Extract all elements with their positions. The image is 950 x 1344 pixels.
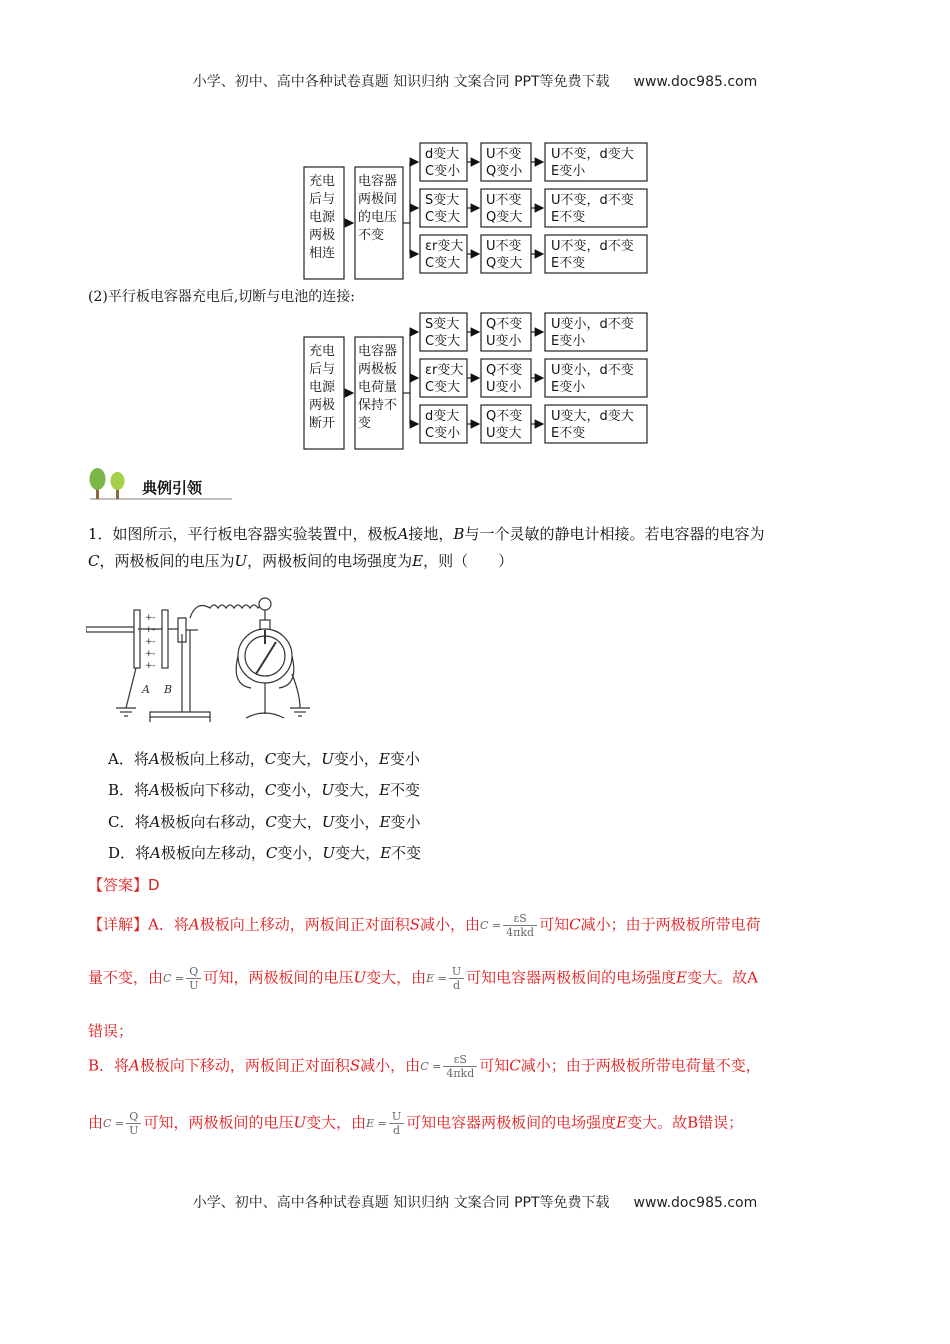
change-text: C变大 <box>425 334 461 349</box>
svg-text:+: + <box>145 649 153 659</box>
result-text: E不变 <box>551 210 586 225</box>
plate-a <box>134 610 140 668</box>
effect-text: Q变小 <box>486 164 523 179</box>
footer-site: www.doc985.com <box>633 1195 758 1211</box>
condition-line: 断开 <box>309 416 336 431</box>
answer <box>88 874 160 895</box>
change-text: C变大 <box>425 210 461 225</box>
plate-b <box>162 610 168 668</box>
explanation-a-line2: 量不变，由C = $\frac{Q}{U}$ 可知，两极板间的电压U变大，由E = $\frac{U}{d}$ 可知电容器两极板间的电场强度E变大。故A <box>88 965 758 992</box>
effect-text: Q变大 <box>486 210 523 225</box>
svg-text:+: + <box>145 661 153 671</box>
effect-text: U不变 <box>486 193 522 208</box>
explanation-a-line1: 【详解】A．将A极板向上移动，两板间正对面积S减小，由C = $\frac{\varepsilon S}{\text{4πkd}}$ 可知C减小；由于两极板所带电荷 <box>88 912 761 939</box>
condition-line: 两极 <box>309 398 336 413</box>
condition-line: 后与 <box>309 362 336 377</box>
svg-text:+: + <box>145 625 153 635</box>
effect-text: Q不变 <box>486 363 523 378</box>
option-d[interactable]: D．将A极板向左移动，C变小，U变大，E不变 <box>108 844 422 862</box>
answer-label: 【答案】 <box>88 876 149 894</box>
condition-line: 后与 <box>309 192 336 207</box>
condition-line: 相连 <box>309 246 336 261</box>
change-text: S变大 <box>425 317 460 332</box>
header-text: 小学、初中、高中各种试卷真题 知识归纳 文案合同 PPT等免费下载 <box>192 74 610 90</box>
footer-text: 小学、初中、高中各种试卷真题 知识归纳 文案合同 PPT等免费下载 <box>192 1195 610 1211</box>
diagram-1 <box>304 143 647 279</box>
condition-line: 充电 <box>309 174 336 189</box>
change-text: d变大 <box>425 409 460 424</box>
effect-text: Q不变 <box>486 409 523 424</box>
svg-text:-: - <box>152 613 156 623</box>
explanation-a-line3: 错误； <box>88 1022 134 1040</box>
change-text: εr变大 <box>425 363 464 378</box>
effect-text: U变小 <box>486 334 522 349</box>
svg-text:-: - <box>152 649 156 659</box>
label-b: B <box>164 683 173 696</box>
effect-text: U不变 <box>486 239 522 254</box>
change-text: S变大 <box>425 193 460 208</box>
result-text: U不变，d不变 <box>551 193 634 208</box>
effect-text: U变小 <box>486 380 522 395</box>
invariant-line: 不变 <box>358 228 385 243</box>
change-text: d变大 <box>425 147 460 162</box>
svg-text:+: + <box>145 637 153 647</box>
condition-line: 电源 <box>309 380 336 395</box>
change-text: C变小 <box>425 164 461 179</box>
result-text: U不变，d不变 <box>551 239 634 254</box>
result-text: E不变 <box>551 426 586 441</box>
invariant-line: 电荷量 <box>358 380 398 395</box>
condition-line: 电源 <box>309 210 336 225</box>
invariant-line: 保持不 <box>358 398 398 413</box>
label-a: A <box>142 683 150 696</box>
change-text: C变小 <box>425 426 461 441</box>
condition-line: 充电 <box>309 344 336 359</box>
invariant-line: 两极板 <box>358 362 398 377</box>
result-text: U变小，d不变 <box>551 317 634 332</box>
explanation-b-line1: B．将A极板向下移动，两板间正对面积S减小，由C = $\frac{\varepsilon S}{\text{4πkd}}$ 可知C减小；由于两极板所带电荷量不变， <box>88 1053 761 1080</box>
section-title: 典例引领 <box>142 479 203 497</box>
result-text: U不变，d变大 <box>551 147 634 162</box>
invariant-line: 两极间 <box>358 192 398 207</box>
result-text: E变小 <box>551 334 586 349</box>
svg-text:-: - <box>152 637 156 647</box>
formula-capacitance: $\frac{\varepsilon S}{\text{4πkd}}$ <box>503 912 537 939</box>
svg-text:-: - <box>152 625 156 635</box>
option-b[interactable]: B．将A极板向下移动，C变小，U变大，E不变 <box>108 781 421 799</box>
invariant-line: 的电压 <box>358 210 398 225</box>
answer-value: D <box>148 876 160 894</box>
svg-text:-: - <box>152 661 156 671</box>
change-text: C变大 <box>425 380 461 395</box>
change-text: C变大 <box>425 256 461 271</box>
question-number: 1． <box>88 525 113 543</box>
result-text: E不变 <box>551 256 586 271</box>
effect-text: U不变 <box>486 147 522 162</box>
question-text: 1．如图所示，平行板电容器实验装置中，极板A接地，B与一个灵敏的静电计相接。若电容器的电容为 C，两极板间的电压为U，两极板间的电场强度为E，则（ ） <box>88 525 765 570</box>
invariant-line: 电容器 <box>358 174 398 189</box>
svg-text:+: + <box>145 613 153 623</box>
formula-q-over-u: $\frac{Q}{U}$ <box>186 965 201 992</box>
tree-icon <box>90 468 106 490</box>
capacitor-apparatus-figure <box>86 590 316 725</box>
header-site: www.doc985.com <box>633 74 758 90</box>
invariant-line: 电容器 <box>358 344 398 359</box>
formula-field: $\frac{U}{d}$ <box>449 965 464 992</box>
option-a[interactable]: A．将A极板向上移动，C变大，U变小，E变小 <box>108 750 420 768</box>
result-text: E变小 <box>551 164 586 179</box>
effect-text: Q变大 <box>486 256 523 271</box>
diagram-2 <box>304 313 647 449</box>
result-text: U变大，d变大 <box>551 409 634 424</box>
tree-small-icon <box>111 472 125 490</box>
caption-2: (2)平行板电容器充电后,切断与电池的连接: <box>88 289 355 305</box>
condition-line: 两极 <box>309 228 336 243</box>
result-text: U变小，d不变 <box>551 363 634 378</box>
effect-text: Q不变 <box>486 317 523 332</box>
change-text: εr变大 <box>425 239 464 254</box>
page-footer <box>0 1192 950 1212</box>
effect-text: U变大 <box>486 426 522 441</box>
explanation-b-line2: 由C = $\frac{Q}{U}$ 可知，两极板间的电压U变大，由E = $\frac{U}{d}$ 可知电容器两极板间的电场强度E变大。故B错误； <box>88 1110 744 1137</box>
option-c[interactable]: C．将A极板向右移动，C变大，U变小，E变小 <box>108 813 421 831</box>
result-text: E变小 <box>551 380 586 395</box>
invariant-line: 变 <box>358 416 372 431</box>
